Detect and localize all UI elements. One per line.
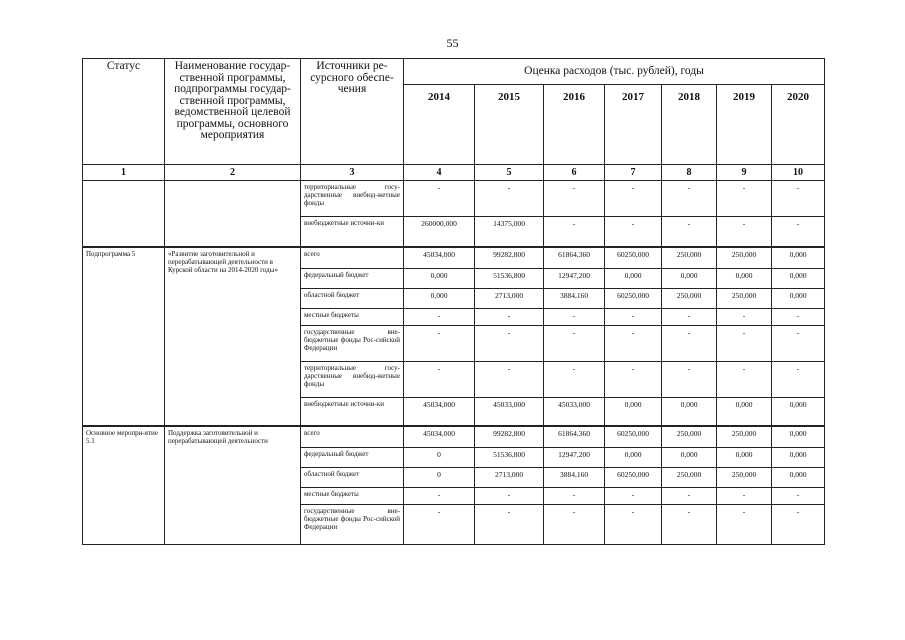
column-number: 9 — [717, 165, 772, 181]
value-cell: - — [605, 505, 662, 545]
column-number: 3 — [301, 165, 404, 181]
column-number: 10 — [772, 165, 825, 181]
value-cell: 0,000 — [717, 269, 772, 289]
value-cell: 250,000 — [662, 247, 717, 269]
value-cell: - — [717, 217, 772, 247]
source-cell: внебюджетные источни-ки — [301, 217, 404, 247]
value-cell: - — [662, 362, 717, 398]
source-cell: территориальные госу-дарственные внебюд-жетные фонды — [301, 181, 404, 217]
value-cell: 51536,800 — [475, 448, 544, 468]
value-cell: - — [475, 488, 544, 505]
value-cell: - — [605, 217, 662, 247]
value-cell: - — [662, 326, 717, 362]
value-cell: 61864,360 — [544, 247, 605, 269]
source-cell: областной бюджет — [301, 468, 404, 488]
value-cell: 45033,000 — [475, 398, 544, 426]
source-cell: всего — [301, 426, 404, 448]
program-name-cell: Поддержка заготовительной и перерабатывающей деятельности — [165, 426, 301, 545]
value-cell: 0 — [404, 448, 475, 468]
table-row — [83, 426, 825, 448]
value-cell: - — [544, 505, 605, 545]
value-cell: 51536,800 — [475, 269, 544, 289]
value-cell: 45034,000 — [404, 398, 475, 426]
sources-header: Источники ре-сурсного обеспе-чения — [301, 59, 404, 165]
value-cell: 12947,200 — [544, 269, 605, 289]
source-cell: федеральный бюджет — [301, 269, 404, 289]
value-cell: - — [544, 488, 605, 505]
value-cell: - — [662, 505, 717, 545]
value-cell: 3884,160 — [544, 468, 605, 488]
source-cell: федеральный бюджет — [301, 448, 404, 468]
value-cell: - — [772, 326, 825, 362]
value-cell: - — [404, 488, 475, 505]
value-cell: 0,000 — [772, 247, 825, 269]
value-cell: 250,000 — [717, 468, 772, 488]
value-cell: - — [772, 217, 825, 247]
value-cell: 0,000 — [717, 398, 772, 426]
value-cell: - — [475, 505, 544, 545]
source-cell: местные бюджеты — [301, 488, 404, 505]
budget-table — [82, 58, 825, 545]
year-header: 2017 — [605, 85, 662, 165]
value-cell: - — [605, 362, 662, 398]
value-cell: - — [475, 362, 544, 398]
value-cell: - — [475, 181, 544, 217]
value-cell: 0,000 — [772, 269, 825, 289]
value-cell: 45033,000 — [544, 398, 605, 426]
value-cell: 12947,200 — [544, 448, 605, 468]
value-cell: - — [717, 309, 772, 326]
value-cell: 0,000 — [404, 289, 475, 309]
value-cell: 250,000 — [717, 289, 772, 309]
source-cell: местные бюджеты — [301, 309, 404, 326]
year-header: 2019 — [717, 85, 772, 165]
value-cell: 0,000 — [772, 468, 825, 488]
value-cell: - — [404, 362, 475, 398]
value-cell: 260000,000 — [404, 217, 475, 247]
value-cell: - — [544, 181, 605, 217]
value-cell: - — [662, 217, 717, 247]
column-number: 1 — [83, 165, 165, 181]
value-cell: 45034,000 — [404, 247, 475, 269]
value-cell: - — [605, 488, 662, 505]
value-cell: 60250,000 — [605, 468, 662, 488]
value-cell: - — [717, 326, 772, 362]
value-cell: 45034,000 — [404, 426, 475, 448]
value-cell: - — [717, 488, 772, 505]
source-cell: всего — [301, 247, 404, 269]
value-cell: - — [475, 326, 544, 362]
status-cell — [83, 181, 165, 247]
name-header: Наименование государ-ственной программы, подпрограммы государ-ственной программы, ведомственной целевой программы, основного мероприятия — [165, 59, 301, 165]
value-cell: 0,000 — [662, 398, 717, 426]
value-cell: 3884,160 — [544, 289, 605, 309]
value-cell: 0,000 — [605, 269, 662, 289]
value-cell: - — [662, 181, 717, 217]
column-number: 2 — [165, 165, 301, 181]
value-cell: 0,000 — [662, 269, 717, 289]
value-cell: - — [404, 326, 475, 362]
value-cell: - — [772, 488, 825, 505]
status-cell: Основное меропри-ятие 5.1 — [83, 426, 165, 545]
value-cell: 0,000 — [772, 398, 825, 426]
value-cell: 0,000 — [404, 269, 475, 289]
value-cell: 0 — [404, 468, 475, 488]
value-cell: - — [772, 505, 825, 545]
value-cell: - — [404, 505, 475, 545]
value-cell: 60250,000 — [605, 247, 662, 269]
value-cell: 250,000 — [662, 468, 717, 488]
value-cell: 2713,000 — [475, 468, 544, 488]
value-cell: - — [544, 362, 605, 398]
value-cell: 0,000 — [662, 448, 717, 468]
value-cell: - — [717, 181, 772, 217]
year-header: 2016 — [544, 85, 605, 165]
value-cell: - — [662, 309, 717, 326]
table-row — [83, 181, 825, 217]
value-cell: 14375,000 — [475, 217, 544, 247]
value-cell: - — [404, 181, 475, 217]
estimate-header: Оценка расходов (тыс. рублей), годы — [404, 59, 825, 85]
source-cell: государственные вне-бюджетные фонды Рос-сийской Федерации — [301, 326, 404, 362]
program-name-cell: «Развитие заготовительной и перерабатывающей деятельности в Курской области на 2014-2020 годы» — [165, 247, 301, 426]
value-cell: - — [772, 362, 825, 398]
value-cell: - — [544, 309, 605, 326]
year-header: 2014 — [404, 85, 475, 165]
status-cell: Подпрограмма 5 — [83, 247, 165, 426]
column-number: 5 — [475, 165, 544, 181]
year-header: 2015 — [475, 85, 544, 165]
year-header: 2018 — [662, 85, 717, 165]
column-number: 8 — [662, 165, 717, 181]
source-cell: территориальные госу-дарственные внебюд-жетные фонды — [301, 362, 404, 398]
value-cell: 2713,000 — [475, 289, 544, 309]
value-cell: - — [772, 309, 825, 326]
value-cell: - — [717, 362, 772, 398]
value-cell: 0,000 — [772, 426, 825, 448]
value-cell: - — [544, 326, 605, 362]
value-cell: 99282,800 — [475, 426, 544, 448]
value-cell: - — [605, 181, 662, 217]
value-cell: - — [605, 309, 662, 326]
value-cell: - — [404, 309, 475, 326]
source-cell: областной бюджет — [301, 289, 404, 309]
column-number: 6 — [544, 165, 605, 181]
value-cell: 250,000 — [662, 426, 717, 448]
value-cell: - — [772, 181, 825, 217]
status-header: Статус — [83, 59, 165, 165]
value-cell: - — [605, 326, 662, 362]
value-cell: 99282,800 — [475, 247, 544, 269]
value-cell: 250,000 — [717, 426, 772, 448]
value-cell: 0,000 — [605, 448, 662, 468]
value-cell: 60250,000 — [605, 289, 662, 309]
value-cell: - — [662, 488, 717, 505]
page-number: 55 — [446, 36, 459, 50]
value-cell: 61864,360 — [544, 426, 605, 448]
year-header: 2020 — [772, 85, 825, 165]
table-row — [83, 247, 825, 269]
value-cell: - — [717, 505, 772, 545]
value-cell: 0,000 — [717, 448, 772, 468]
column-number: 7 — [605, 165, 662, 181]
value-cell: 250,000 — [662, 289, 717, 309]
value-cell: 0,000 — [605, 398, 662, 426]
program-name-cell — [165, 181, 301, 247]
value-cell: - — [544, 217, 605, 247]
column-number: 4 — [404, 165, 475, 181]
source-cell: внебюджетные источни-ки — [301, 398, 404, 426]
value-cell: 0,000 — [772, 289, 825, 309]
value-cell: 60250,000 — [605, 426, 662, 448]
source-cell: государственные вне-бюджетные фонды Рос-сийской Федерации — [301, 505, 404, 545]
value-cell: 250,000 — [717, 247, 772, 269]
value-cell: 0,000 — [772, 448, 825, 468]
value-cell: - — [475, 309, 544, 326]
